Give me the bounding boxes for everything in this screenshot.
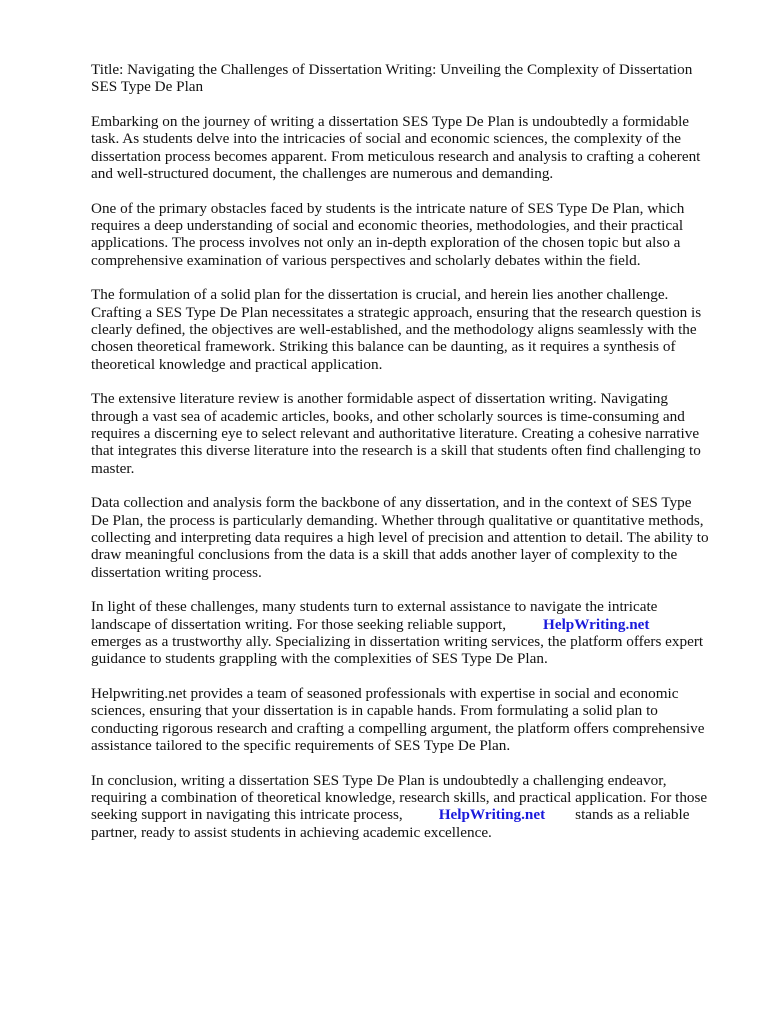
text-line: emerges as a trustworthy ally. Specializing in dissertation writing services, the platform offers expert	[91, 633, 704, 651]
text-segment: seeking support in navigating this intricate process,	[91, 806, 403, 824]
text-line: requiring a combination of theoretical knowledge, research skills, and practical application. For those	[91, 789, 708, 807]
text-line: requires a discerning eye to select relevant and authoritative literature. Creating a cohesive narrative	[91, 425, 700, 443]
text-line: In conclusion, writing a dissertation SES Type De Plan is undoubtedly a challenging endeavor,	[91, 771, 667, 789]
text-segment: stands as a reliable	[575, 806, 690, 824]
text-line: dissertation writing process.	[91, 563, 262, 581]
text-line: Data collection and analysis form the backbone of any dissertation, and in the context of SES Type	[91, 494, 692, 512]
text-line: collecting and interpreting data requires a high level of precision and attention to detail. The ability to	[91, 529, 709, 547]
document-page	[91, 61, 731, 858]
helpwriting-link[interactable]: HelpWriting.net	[438, 806, 546, 824]
text-line	[91, 616, 731, 633]
text-line: guidance to students grappling with the complexities of SES Type De Plan.	[91, 650, 548, 668]
text-line: clearly defined, the objectives are well-established, and the methodology aligns seamlessly with the	[91, 321, 697, 339]
paragraph-intro	[91, 113, 731, 182]
text-line: and well-structured document, the challenges are numerous and demanding.	[91, 164, 554, 182]
text-line: The formulation of a solid plan for the dissertation is crucial, and herein lies another challenge.	[91, 286, 669, 304]
text-line: requires a deep understanding of social and economic theories, methodologies, and their practical	[91, 217, 684, 235]
title-line: SES Type De Plan	[91, 78, 204, 96]
text-segment: landscape of dissertation writing. For those seeking reliable support,	[91, 615, 507, 633]
paragraph-data	[91, 494, 731, 580]
text-line	[91, 806, 731, 823]
text-line: One of the primary obstacles faced by students is the intricate nature of SES Type De Plan, which	[91, 199, 685, 217]
text-line: In light of these challenges, many students turn to external assistance to navigate the intricate	[91, 598, 658, 616]
text-line: Crafting a SES Type De Plan necessitates a strategic approach, ensuring that the research question is	[91, 303, 702, 321]
paragraph-obstacles	[91, 200, 731, 269]
paragraph-helpwriting	[91, 685, 731, 754]
text-line: Embarking on the journey of writing a dissertation SES Type De Plan is undoubtedly a formidable	[91, 113, 690, 131]
text-line: draw meaningful conclusions from the data is a skill that adds another layer of complexity to the	[91, 546, 678, 564]
text-line: master.	[91, 459, 135, 477]
document-title	[91, 61, 731, 96]
text-line: partner, ready to assist students in achieving academic excellence.	[91, 823, 492, 841]
paragraph-plan	[91, 286, 731, 372]
title-line: Title: Navigating the Challenges of Dissertation Writing: Unveiling the Complexity of Dissertation	[91, 61, 693, 78]
text-line: through a vast sea of academic articles, books, and other scholarly sources is time-consuming and	[91, 407, 685, 425]
paragraph-literature	[91, 390, 731, 476]
paragraph-assistance	[91, 598, 731, 667]
paragraph-conclusion	[91, 772, 731, 841]
text-line: task. As students delve into the intricacies of social and economic sciences, the complexity of the	[91, 130, 682, 148]
text-line: comprehensive examination of various perspectives and scholarly debates within the field.	[91, 251, 641, 269]
text-line: theoretical knowledge and practical application.	[91, 355, 383, 373]
text-line: chosen theoretical framework. Striking this balance can be daunting, as it requires a synthesis of	[91, 338, 676, 356]
text-line: De Plan, the process is particularly demanding. Whether through qualitative or quantitative methods,	[91, 511, 704, 529]
text-line: conducting rigorous research and crafting a compelling argument, the platform offers comprehensive	[91, 719, 705, 737]
text-line: dissertation process becomes apparent. From meticulous research and analysis to crafting a coherent	[91, 147, 701, 165]
text-line: The extensive literature review is another formidable aspect of dissertation writing. Navigating	[91, 390, 668, 408]
text-line: that integrates this diverse literature into the research is a skill that students often find challenging to	[91, 442, 701, 460]
helpwriting-link[interactable]: HelpWriting.net	[543, 615, 650, 633]
text-line: applications. The process involves not only an in-depth exploration of the chosen topic but also a	[91, 234, 681, 252]
text-line: Helpwriting.net provides a team of seasoned professionals with expertise in social and economic	[91, 685, 679, 703]
text-line: sciences, ensuring that your dissertation is in capable hands. From formulating a solid plan to	[91, 702, 658, 720]
text-line: assistance tailored to the specific requirements of SES Type De Plan.	[91, 737, 511, 754]
